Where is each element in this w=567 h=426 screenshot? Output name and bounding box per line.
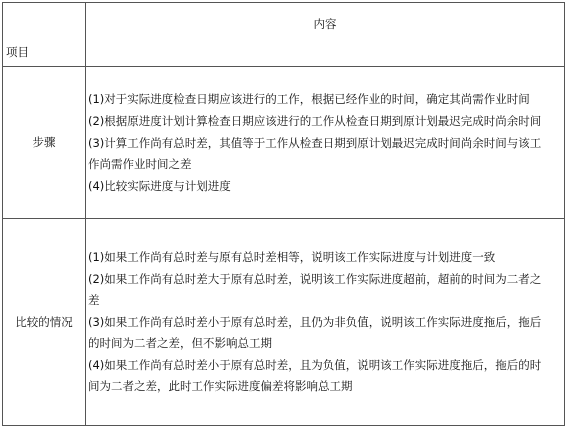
case-item-text: (1)如果工作尚有总时差与原有总时差相等，说明该工作实际进度与计划进度一致 [88, 250, 496, 264]
header-item-cell: 项目 [3, 3, 86, 67]
step-item-text: (1)对于实际进度检查日期应该进行的工作，根据已经作业的时间，确定其尚需作业时间 [88, 91, 530, 106]
case-item-text-cont: 间为二者之差，此时工作实际进度偏差将影响总工期 [88, 379, 353, 393]
step-item-2 [88, 114, 561, 129]
case-item-1 [88, 250, 561, 265]
case-item-3 [88, 315, 561, 351]
row-content-comparison [86, 219, 565, 426]
row-content-steps [86, 67, 565, 219]
step-item-4 [88, 179, 561, 194]
table-row-comparison [3, 219, 565, 426]
progress-comparison-table [2, 2, 565, 426]
step-item-text-cont: 作尚需作业时间之差 [88, 156, 192, 171]
row-label-comparison: 比较的情况 [3, 219, 86, 426]
table-row-steps [3, 67, 565, 219]
case-item-text: (3)如果工作尚有总时差小于原有总时差，且仍为非负值，说明该工作实际进度拖后，拖后 [88, 315, 542, 329]
row-label-steps: 步骤 [3, 67, 86, 219]
header-content-cell: 内容 [86, 3, 565, 67]
case-item-text-cont: 差 [88, 293, 100, 307]
case-item-2 [88, 272, 561, 308]
case-item-text: (2)如果工作尚有总时差大于原有总时差，说明该工作实际进度超前，超前的时间为二者之 [88, 272, 542, 286]
table-header-row [3, 3, 565, 67]
step-item-text: (3)计算工作尚有总时差，其值等于工作从检查日期到原计划最迟完成时间尚余时间与该工 [88, 135, 542, 150]
case-item-4 [88, 358, 561, 394]
step-item-text: (2)根据原进度计划计算检查日期应该进行的工作从检查日期到原计划最迟完成时尚余时间 [88, 113, 542, 128]
case-item-text-cont: 的时间为二者之差，但不影响总工期 [88, 336, 272, 350]
case-item-text: (4)如果工作尚有总时差小于原有总时差，且为负值，说明该工作实际进度拖后，拖后的时 [88, 358, 542, 372]
step-item-1 [88, 92, 561, 107]
step-item-3 [88, 136, 561, 172]
step-item-text: (4)比较实际进度与计划进度 [88, 178, 231, 193]
